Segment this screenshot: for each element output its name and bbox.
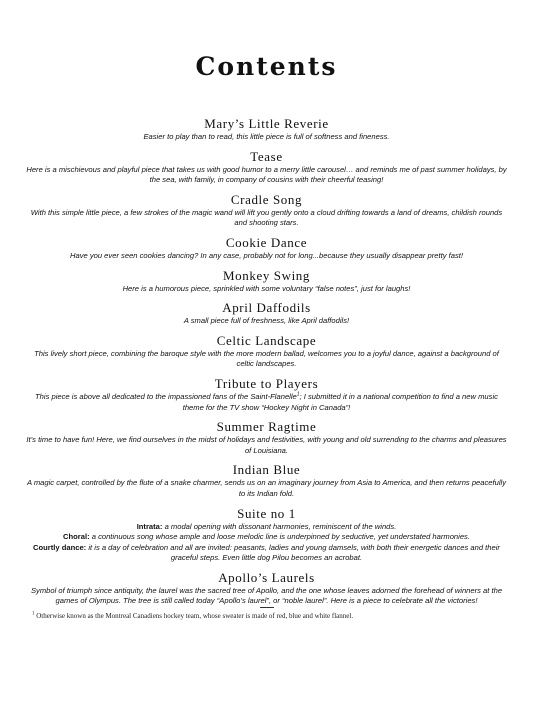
suite-part: [26, 532, 507, 543]
entry-title: Suite no 1: [237, 505, 296, 521]
entry-description: A magic carpet, controlled by the flute of a snake charmer, sends us on an imaginary journey from Asia to America, and then returns peacefully to its Indian fold.: [26, 478, 507, 498]
contents-entry: [26, 192, 507, 229]
suite-part-label: Intrata:: [136, 521, 163, 531]
entry-description: Have you ever seen cookies dancing? In any case, probably not for long...because they usually disappear pretty fast!: [69, 250, 463, 260]
contents-entry: [26, 235, 507, 262]
contents-entry: [26, 376, 507, 413]
page-title: Contents: [195, 52, 338, 81]
contents-entry: [26, 116, 507, 143]
footnote-text: Otherwise known as the Montreal Canadiens hockey team, whose sweater is made of red, blue and white flannel.: [36, 612, 354, 620]
entry-title: Cradle Song: [230, 191, 303, 207]
contents-entry: [26, 149, 507, 186]
entry-description: A small piece full of freshness, like April daffodils!: [183, 316, 350, 326]
suite-entry: [26, 506, 507, 564]
entry-title: Cookie Dance: [225, 234, 308, 250]
entry-title: Apollo’s Laurels: [218, 569, 315, 585]
contents-entry: [26, 570, 507, 607]
contents-entry: [26, 268, 507, 295]
entry-description: Here is a humorous piece, sprinkled with some voluntary “false notes”, just for laughs!: [122, 283, 411, 293]
contents-entry: [26, 419, 507, 456]
entry-description-part: This piece is above all dedicated to the impassioned fans of the Saint-Flanelle: [35, 391, 297, 401]
suite-part: [26, 543, 507, 564]
suite-part-text: a continuous song whose ample and loose melodic line is underpinned by seductive, yet understated harmonies.: [91, 532, 470, 542]
entry-title: April Daffodils: [222, 300, 311, 316]
suite-part: [26, 522, 507, 533]
suite-part-label: Courtly dance:: [33, 542, 87, 552]
footnote-reference: 1: [296, 391, 300, 398]
suite-part-label: Choral:: [63, 532, 90, 542]
entry-title: Mary’s Little Reverie: [204, 116, 329, 131]
footnote-divider: [260, 607, 274, 608]
contents-entry: [26, 333, 507, 370]
footnote-mark: 1: [32, 611, 35, 617]
entry-title: Tribute to Players: [214, 375, 319, 391]
suite-part-text: a modal opening with dissonant harmonies, reminiscent of the winds.: [164, 521, 397, 531]
entry-description: Easier to play than to read, this little piece is full of softness and fineness.: [143, 132, 390, 141]
entry-description: With this simple little piece, a few strokes of the magic wand will lift you gently onto a cloud drifting towards a land of dreams, childish rounds and shooting stars.: [30, 207, 503, 228]
entry-description: Here is a mischievous and playful piece that takes us with good humor to a merry little carousel… and reminds me of past summer holidays, by the sea, with family, in company of cousins with their cheerful teasing!: [26, 164, 507, 185]
entry-title: Indian Blue: [232, 462, 301, 478]
entry-title: Monkey Swing: [222, 267, 310, 283]
entry-title: Summer Ragtime: [216, 419, 317, 435]
entry-description: This lively short piece, combining the baroque style with the more modern ballad, welcomes you to a joyful dance, against a background of celtic landscapes.: [34, 348, 499, 369]
entry-description: Symbol of triumph since antiquity, the laurel was the sacred tree of Apollo, and the one whose leaves adorned the forehead of winners at the games of Olympus. The tree is still called today “Apollo’s laurel”, or “noble laurel”. Here is a piece to celebrate all the victories!: [30, 585, 503, 606]
contents-entry: [26, 300, 507, 327]
entry-description-part: ; I submitted it in a national competition to find a new music theme for the TV show “Hockey Night in Canada”!: [182, 391, 498, 412]
entry-title: Tease: [250, 148, 283, 164]
footnote: [32, 612, 502, 621]
contents-entry: [26, 462, 507, 499]
entry-description: It’s time to have fun! Here, we find ourselves in the midst of holidays and festivities, with young and old surrending to the charms and pleasures of Louisiana.: [26, 435, 507, 455]
suite-part-text: it is a day of celebration and all are invited: peasants, ladies and young damsels, with both their energetic dances and their graceful steps. Even little dog Pilou becomes an acrobat.: [88, 542, 500, 563]
entry-title: Celtic Landscape: [216, 332, 317, 348]
contents-list: [26, 116, 507, 613]
entry-description: [26, 392, 507, 413]
